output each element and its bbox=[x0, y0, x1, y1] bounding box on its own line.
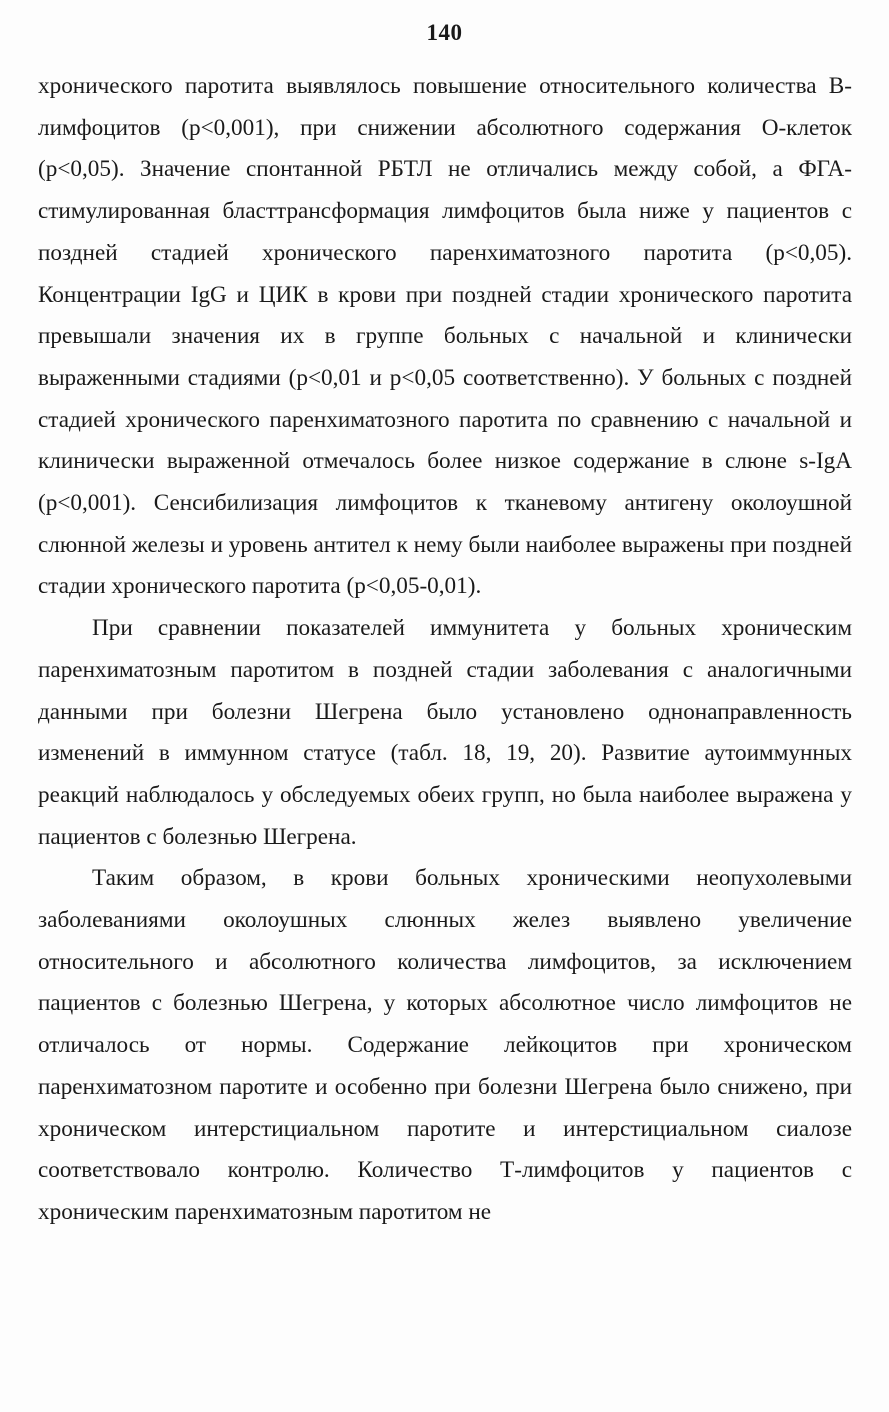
body-text bbox=[38, 66, 852, 1234]
page-number: 140 bbox=[426, 20, 463, 45]
paragraph-comparison: При сравнении показателей иммунитета у больных хроническим паренхиматозным паротитом в поздней стадии заболевания с аналогичными данными при болезни Шегрена было установлено однонаправленность изменений в иммунном статусе (табл. 18, 19, 20). Развитие аутоиммунных реакций наблюдалось у обследуемых обеих групп, но была наиболее выражена у пациентов с болезнью Шегрена. bbox=[38, 615, 852, 850]
paragraph-continuation: хронического паротита выявлялось повышение относительного количества В-лимфоцитов (р<0,001), при снижении абсолютного содержания О-клеток (р<0,05). Значение спонтанной РБТЛ не отличались между собой, а ФГА-стимулированная бласттрансформация лимфоцитов была ниже у пациентов с поздней стадией хронического паренхиматозного паротита (р<0,05). Концентрации IgG и ЦИК в крови при поздней стадии хронического паротита превышали значения их в группе больных с начальной и клинически выраженными стадиями (р<0,01 и р<0,05 соответственно). У больных с поздней стадией хронического паренхиматозного паротита по сравнению с начальной и клинически выраженной отмечалось более низкое содержание в слюне s-IgA (р<0,001). Сенсибилизация лимфоцитов к тканевому антигену околоушной слюнной железы и уровень антител к нему были наиболее выражены при поздней стадии хронического паротита (р<0,05-0,01). bbox=[38, 73, 852, 600]
paragraph-summary: Таким образом, в крови больных хроническими неопухолевыми заболеваниями околоушных слюнных желез выявлено увеличение относительного и абсолютного количества лимфоцитов, за исключением пациентов с болезнью Шегрена, у которых абсолютное число лимфоцитов не отличалось от нормы. Содержание лейкоцитов при хроническом паренхиматозном паротите и особенно при болезни Шегрена было снижено, при хроническом интерстициальном паротите и интерстициальном сиалозе соответствовало контролю. Количество Т-лимфоцитов у пациентов с хроническим паренхиматозным паротитом не bbox=[38, 865, 852, 1225]
